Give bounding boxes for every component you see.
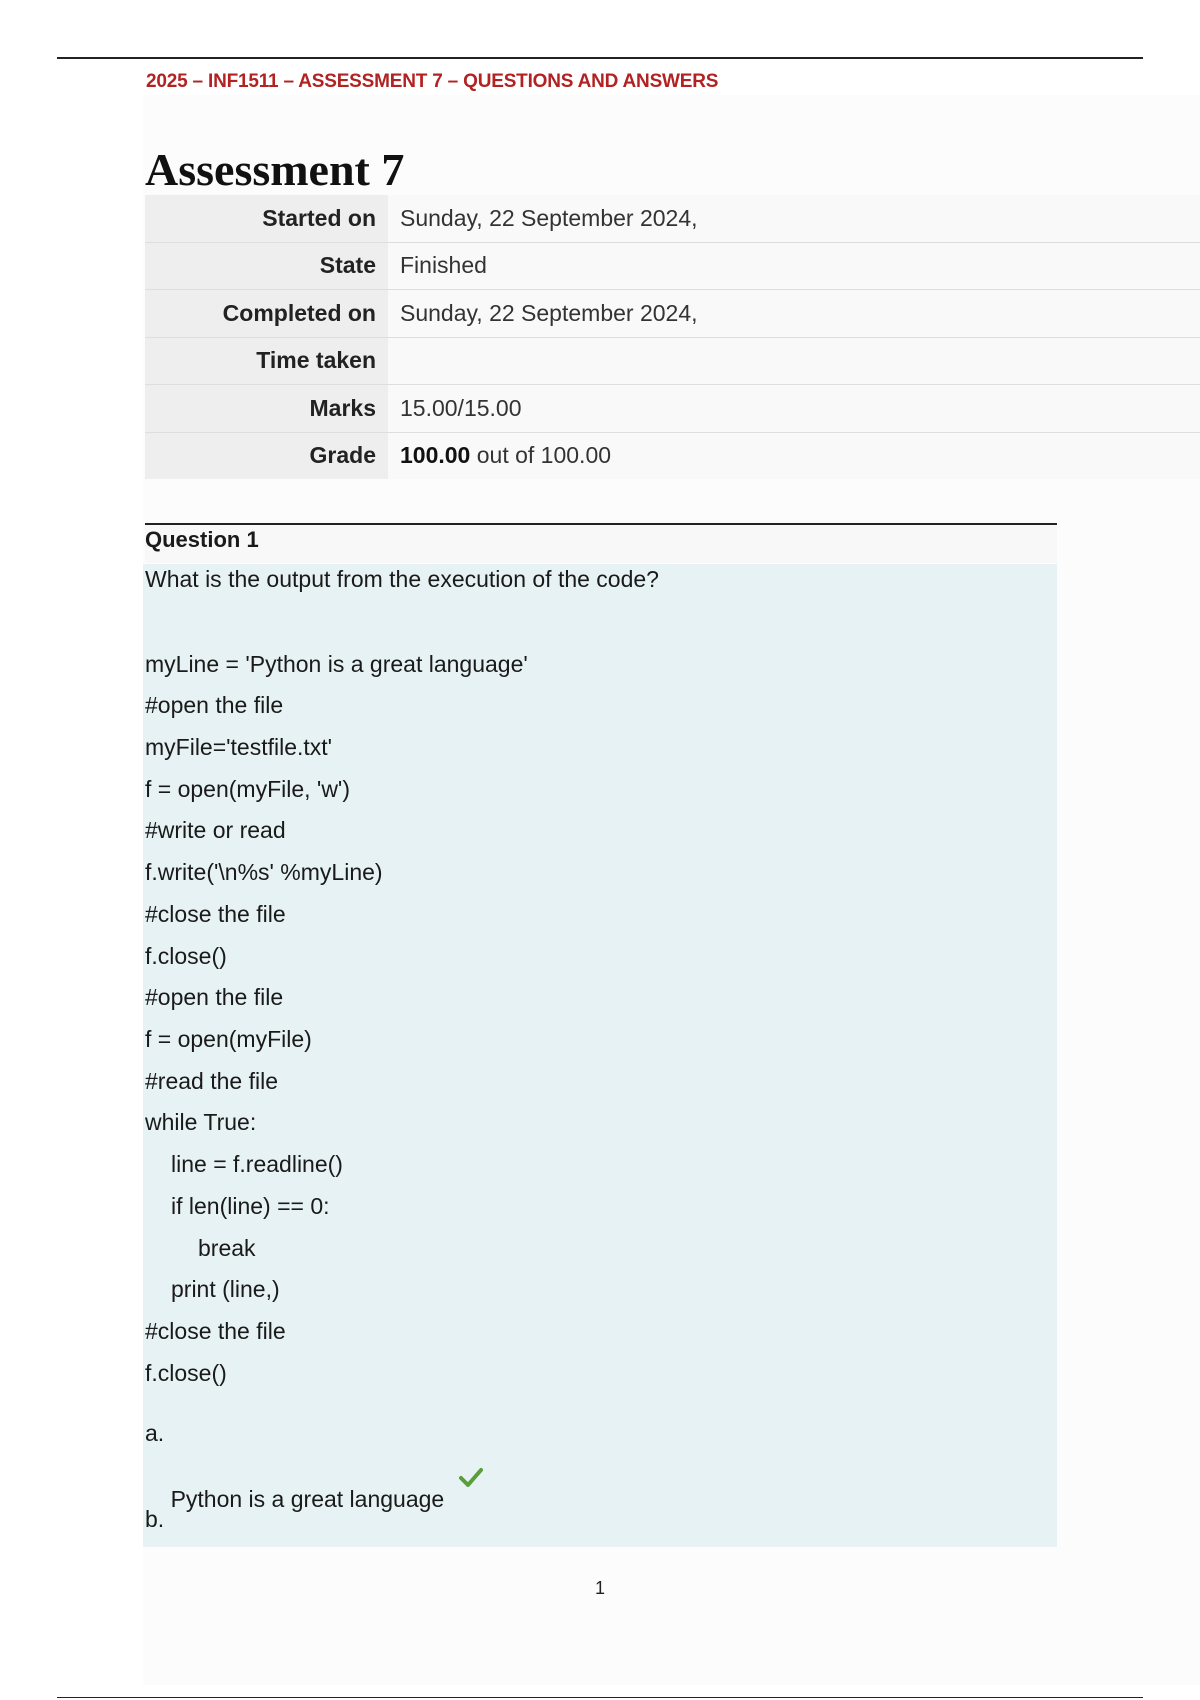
code-line: f = open(myFile, 'w')	[145, 776, 350, 802]
option-text: Python is a great language	[170, 1486, 445, 1512]
summary-value: Sunday, 22 September 2024,	[388, 195, 1200, 242]
summary-value	[388, 337, 1200, 385]
code-line: print (line,)	[171, 1276, 280, 1302]
document-header: 2025 – INF1511 – ASSESSMENT 7 – QUESTIONS AND ANSWERS	[146, 71, 719, 92]
question-heading: Question 1	[145, 525, 1057, 563]
summary-value	[388, 432, 1200, 479]
option-letter: b.	[145, 1506, 165, 1532]
code-line: if len(line) == 0:	[171, 1193, 330, 1219]
summary-value: Finished	[388, 242, 1200, 290]
option-letter: a.	[145, 1420, 165, 1446]
code-line: #open the file	[145, 984, 284, 1010]
check-icon	[458, 1465, 484, 1491]
code-line: f = open(myFile)	[145, 1026, 312, 1052]
summary-label: Completed on	[145, 290, 388, 338]
attempt-summary-table	[145, 195, 1200, 479]
top-rule	[57, 57, 1143, 59]
summary-row-time-taken	[145, 337, 1200, 385]
summary-label: Grade	[145, 432, 388, 479]
question-prompt: What is the output from the execution of the code?	[145, 566, 659, 592]
page-number: 1	[594, 1578, 605, 1598]
code-line: line = f.readline()	[171, 1151, 343, 1177]
code-line: while True:	[145, 1109, 257, 1135]
summary-label: Marks	[145, 385, 388, 433]
code-line: f.close()	[145, 943, 227, 969]
code-line: #close the file	[145, 1318, 286, 1344]
code-line: break	[198, 1235, 256, 1261]
summary-row-state	[145, 242, 1200, 290]
grade-score: 100.00	[400, 442, 471, 469]
code-line: #read the file	[145, 1068, 278, 1094]
summary-row-marks	[145, 385, 1200, 433]
summary-row-started	[145, 195, 1200, 242]
page-title: Assessment 7	[145, 144, 405, 195]
question-body	[143, 564, 1057, 1547]
summary-row-completed	[145, 290, 1200, 338]
code-line: #write or read	[145, 817, 286, 843]
summary-label: Time taken	[145, 337, 388, 385]
code-line: myFile='testfile.txt'	[145, 734, 333, 760]
summary-value: 15.00/15.00	[388, 385, 1200, 433]
grade-total: out of 100.00	[470, 442, 612, 469]
summary-row-grade	[145, 432, 1200, 479]
summary-label: State	[145, 242, 388, 290]
summary-label: Started on	[145, 195, 388, 242]
summary-value: Sunday, 22 September 2024,	[388, 290, 1200, 338]
code-line: myLine = 'Python is a great language'	[145, 651, 528, 677]
option-a-answer[interactable]	[145, 1465, 444, 1557]
code-line: #close the file	[145, 901, 286, 927]
bottom-rule	[57, 1697, 1143, 1698]
code-line: #open the file	[145, 692, 284, 718]
code-line: f.close()	[145, 1360, 227, 1386]
code-line: f.write('\n%s' %myLine)	[145, 859, 383, 885]
